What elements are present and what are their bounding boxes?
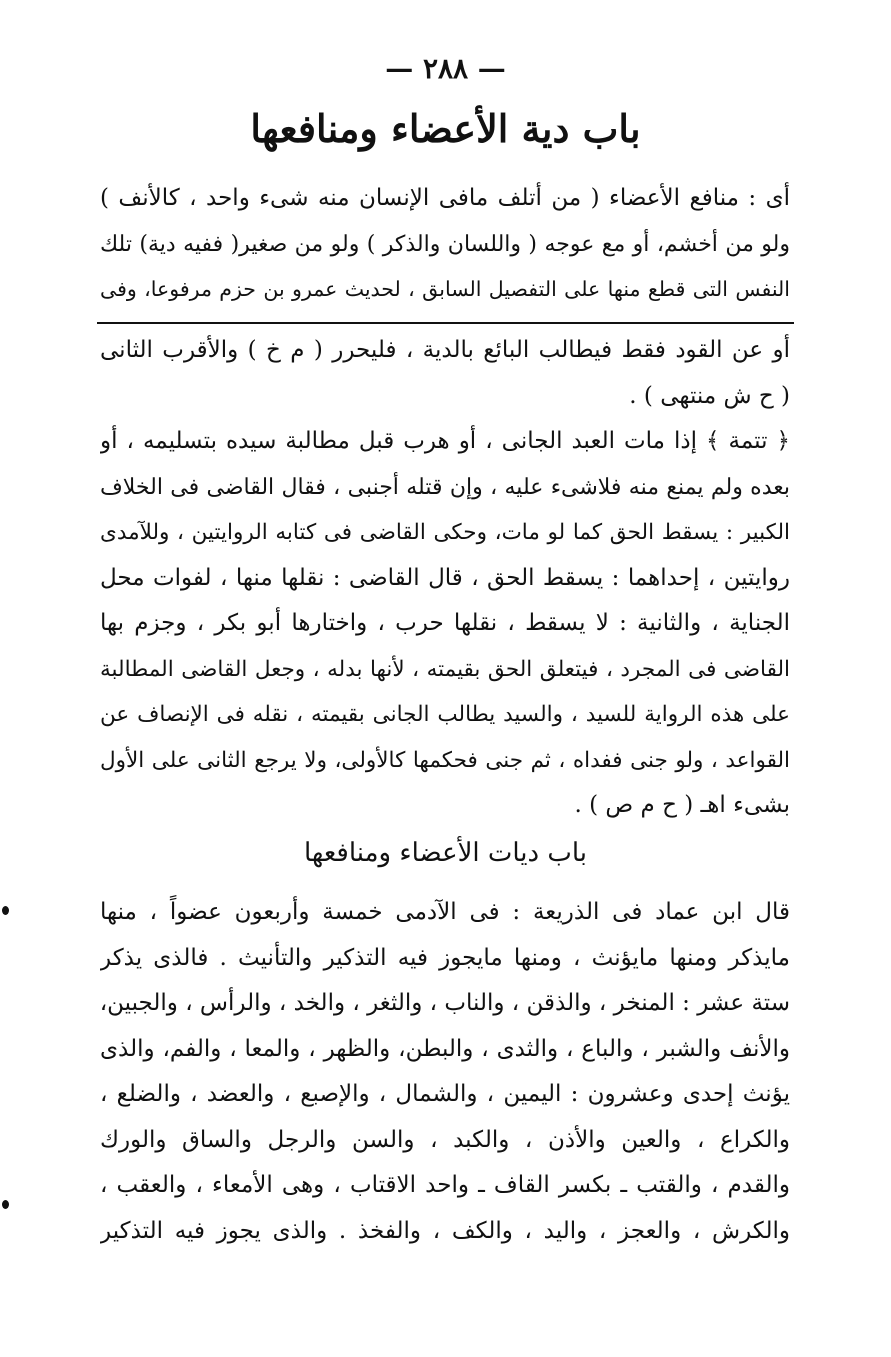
section-line: قال ابن عماد فى الذريعة : فى الآدمى خمسة وأربعون عضواً ، منها xyxy=(100,899,790,925)
footnote-line: الكبير : يسقط الحق كما لو مات، وحكى القاضى فى كتابه الروايتين ، وللآمدى xyxy=(100,520,790,545)
section-heading: باب ديات الأعضاء ومنافعها xyxy=(303,838,588,868)
footnote-line: ( ح ش منتهى ) . xyxy=(629,382,790,409)
main-line: النفس التى قطع منها على التفصيل السابق ، لحديث عمرو بن حزم مرفوعا، وفى xyxy=(100,277,790,301)
section-line: ستة عشر : المنخر ، والذقن ، والناب ، والثغر ، والخد ، والرأس ، والجبين، xyxy=(100,990,790,1016)
footnote-divider xyxy=(97,322,794,324)
footnote-line: ﴿ تتمة ﴾ إذا مات العبد الجانى ، أو هرب قبل مطالبة سيده بتسليمه ، أو xyxy=(100,428,790,454)
section-line: والكراع ، والعين والأذن ، والكبد ، والسن والرجل والساق والورك xyxy=(100,1126,790,1153)
section-line: والقدم ، والقتب ـ بكسر القاف ـ واحد الاقتاب ، وهى الأمعاء ، والعقب ، xyxy=(100,1172,790,1198)
main-line: أى : منافع الأعضاء ( من أتلف مافى الإنسان منه شىء واحد ، كالأنف ) xyxy=(100,185,790,211)
scan-edge-mark xyxy=(2,906,9,915)
footnote-line: على هذه الرواية للسيد ، والسيد يطالب الجانى بقيمته ، نقله فى الإنصاف عن xyxy=(100,702,790,727)
footnote-line: بعده ولم يمنع منه فلاشىء عليه ، وإن قتله أجنبى ، فقال القاضى فى الخلاف xyxy=(100,474,790,500)
section-line: مايذكر ومنها مايؤنث ، ومنها مايجوز فيه التذكير والتأنيث . فالذى يذكر xyxy=(100,944,790,971)
chapter-title: باب دية الأعضاء ومنافعها xyxy=(250,106,641,151)
footnote-text xyxy=(100,328,790,829)
main-text xyxy=(100,176,790,313)
section-line: والأنف والشبر ، والباع ، والثدى ، والبطن، والظهر ، والمعا ، والفم، والذى xyxy=(100,1035,790,1062)
footnote-line: بشىء اهـ ( ح م ص ) . xyxy=(574,792,790,818)
footnote-line: أو عن القود فقط فيطالب البائع بالدية ، فليحرر ( م خ ) والأقرب الثانى xyxy=(100,337,790,363)
footnote-line: روايتين ، إحداهما : يسقط الحق ، قال القاضى : نقلها منها ، لفوات محل xyxy=(100,564,790,591)
section-line: يؤنث إحدى وعشرون : اليمين ، والشمال ، والإصبع ، والعضد ، والضلع ، xyxy=(100,1081,790,1107)
scan-edge-mark xyxy=(2,1200,9,1209)
footnote-line: القاضى فى المجرد ، فيتعلق الحق بقيمته ، لأنها بدله ، وجعل القاضى المطالبة xyxy=(100,656,790,682)
section-line: والكرش ، والعجز ، واليد ، والكف ، والفخذ . والذى يجوز فيه التذكير xyxy=(100,1217,790,1244)
main-line: ولو من أخشم، أو مع عوجه ( واللسان والذكر ) ولو من صغير( ففيه دية) تلك xyxy=(100,231,790,257)
footnote-line: القواعد ، ولو جنى ففداه ، ثم جنى فحكمها كالأولى، ولا يرجع الثانى على الأول xyxy=(100,747,790,773)
section-text xyxy=(100,890,790,1254)
footnote-line: الجناية ، والثانية : لا يسقط ، نقلها حرب ، واختارها أبو بكر ، وجزم بها xyxy=(100,610,790,636)
page-number: — ٢٨٨ — xyxy=(385,52,506,85)
